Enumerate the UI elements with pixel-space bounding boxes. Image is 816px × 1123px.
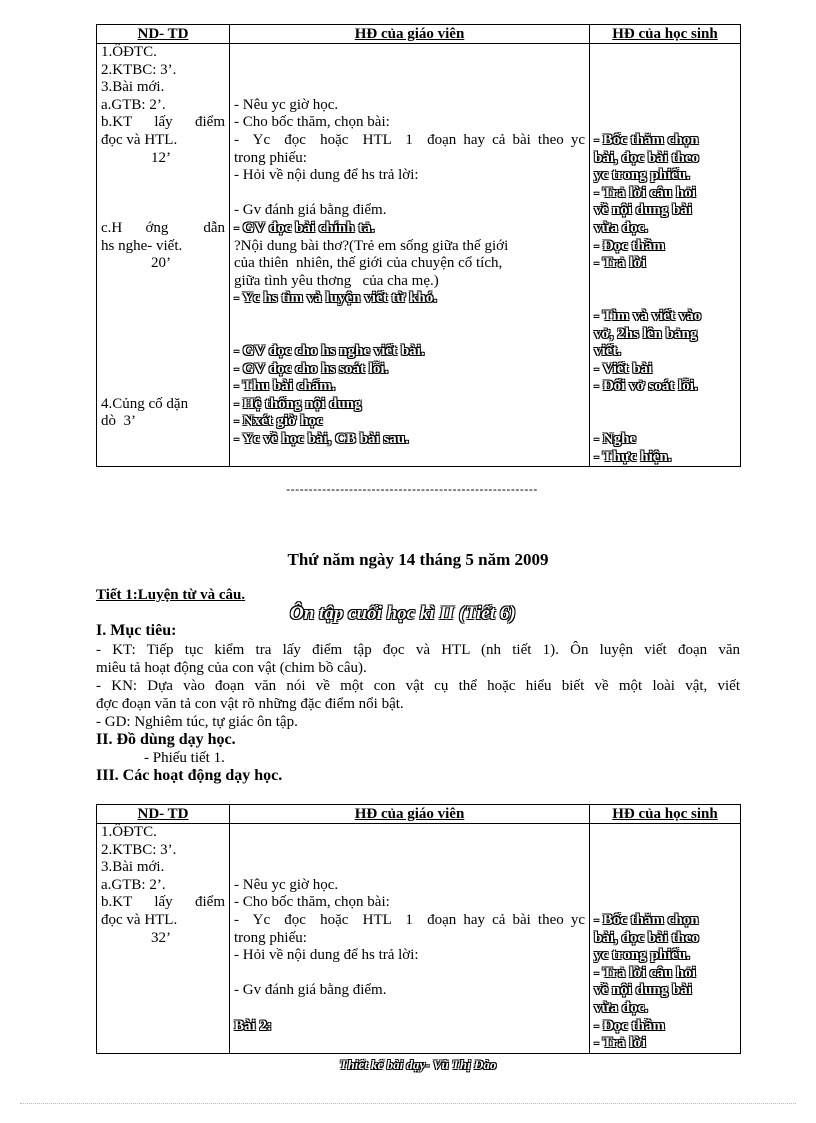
cell-line bbox=[234, 185, 585, 203]
cell-line: - Hệ thống nội dung bbox=[234, 395, 362, 412]
objective-line: - GD: Nghiêm túc, tự giác ôn tập. bbox=[96, 713, 298, 730]
cell-line: - Nêu yc giờ học. bbox=[234, 96, 339, 113]
cell-line bbox=[594, 62, 736, 80]
cell-line: 20’ bbox=[151, 255, 171, 272]
cell-line: - Cho bốc thăm, chọn bài: bbox=[234, 894, 390, 911]
cell-line: đọc và HTL. bbox=[101, 131, 178, 148]
cell-line: 1.ÔĐTC. bbox=[101, 824, 157, 840]
lesson-table-1 bbox=[96, 24, 741, 467]
cell-line: b.KT lấy điểm bbox=[101, 114, 225, 131]
cell-line bbox=[101, 982, 225, 1000]
cell-line: trong phiếu: bbox=[234, 929, 307, 946]
cell-line: - Yc hs tìm và luyện viết từ khó. bbox=[234, 290, 438, 307]
cell-line: - Trả lời câu hỏi bbox=[594, 184, 696, 201]
cell-line: trong phiếu: bbox=[234, 149, 307, 166]
cell-line bbox=[101, 343, 225, 361]
cell-line bbox=[101, 290, 225, 308]
cell-line bbox=[101, 273, 225, 291]
header-content-time: ND- TD bbox=[97, 25, 230, 44]
cell-line bbox=[234, 79, 585, 97]
cell-line: bài, đọc bài theo bbox=[594, 929, 700, 946]
cell-line: viết. bbox=[594, 343, 622, 360]
cell-line bbox=[594, 877, 736, 895]
cell-line bbox=[594, 273, 736, 291]
cell-line bbox=[234, 965, 585, 983]
lesson-label: Tiết 1:Luyện từ và câu. bbox=[96, 587, 246, 603]
cell-line: - Trả lời bbox=[594, 255, 646, 272]
section-activities-title: III. Các hoạt động dạy học. bbox=[96, 767, 283, 784]
cell-line: c.H ớng dẫn bbox=[101, 219, 225, 236]
table-header-row bbox=[97, 805, 741, 824]
cell-line bbox=[234, 824, 585, 842]
cell-line: - Trả lời bbox=[594, 1035, 646, 1052]
cell-line: - Thu bài chấm. bbox=[234, 378, 336, 395]
cell-line: - GV đọc cho hs nghe viết bài. bbox=[234, 343, 425, 360]
cell-line: 32’ bbox=[151, 929, 171, 946]
footer-credit: Thiết kế bài dạy- Vũ Thị Đào bbox=[339, 1057, 497, 1072]
cell-line: - Gv đánh giá bằng điểm. bbox=[234, 202, 387, 219]
cell-line: 2.KTBC: 3’. bbox=[101, 61, 177, 78]
cell-line: - Gv đánh giá bằng điểm. bbox=[234, 982, 387, 999]
cell-line: - Yc đọc hoặc HTL 1 đoạn hay cả bài theo yc bbox=[234, 911, 585, 928]
cell-line: 12’ bbox=[151, 149, 171, 166]
cell-line bbox=[594, 859, 736, 877]
lesson-table-2 bbox=[96, 804, 741, 1054]
content-time-cell bbox=[97, 824, 230, 1054]
cell-line bbox=[101, 308, 225, 326]
teacher-activity-cell bbox=[230, 44, 590, 467]
cell-line bbox=[234, 308, 585, 326]
cell-line bbox=[594, 79, 736, 97]
header-student-activity: HĐ của học sinh bbox=[590, 25, 741, 44]
cell-line: - Nxét giờ học bbox=[234, 413, 323, 430]
lesson-body bbox=[96, 622, 740, 786]
cell-line: - Nêu yc giờ học. bbox=[234, 876, 339, 893]
header-content-time: ND- TD bbox=[97, 805, 230, 824]
date-heading: Thứ năm ngày 14 tháng 5 năm 2009 bbox=[287, 550, 549, 569]
objective-line: miêu tả hoạt động của con vật (chim bồ câu). bbox=[96, 659, 367, 676]
cell-line bbox=[594, 894, 736, 912]
cell-line: - Cho bốc thăm, chọn bài: bbox=[234, 114, 390, 131]
cell-line: b.KT lấy điểm bbox=[101, 894, 225, 911]
cell-line bbox=[594, 290, 736, 308]
cell-line bbox=[594, 824, 736, 842]
cell-line bbox=[101, 167, 225, 185]
table-row bbox=[97, 44, 741, 467]
cell-line: a.GTB: 2’. bbox=[101, 876, 166, 893]
cell-line: - Yc đọc hoặc HTL 1 đoạn hay cả bài theo yc bbox=[234, 131, 585, 148]
cell-line bbox=[101, 185, 225, 203]
section-separator: -------------------------------------------------------- bbox=[286, 482, 538, 496]
cell-line: - Đọc thầm bbox=[594, 1017, 665, 1034]
cell-line: a.GTB: 2’. bbox=[101, 96, 166, 113]
objective-line: - KT: Tiếp tục kiểm tra lấy điểm tập đọc và HTL (nh tiết 1). Ôn luyện viết đoạn văn bbox=[96, 641, 740, 658]
cell-line: 1.ÔĐTC. bbox=[101, 44, 157, 60]
student-activity-cell bbox=[590, 44, 741, 467]
footer-divider bbox=[20, 1103, 796, 1104]
section-objectives-title: I. Mục tiêu: bbox=[96, 622, 177, 639]
cell-line bbox=[594, 114, 736, 132]
cell-line bbox=[101, 378, 225, 396]
cell-line: hs nghe- viết. bbox=[101, 237, 183, 254]
cell-line: của thiên nhiên, thế giới của chuyện cổ tích, bbox=[234, 255, 503, 272]
cell-line: vừa đọc. bbox=[594, 219, 649, 236]
cell-line: bài, đọc bài theo bbox=[594, 149, 700, 166]
cell-line: - GV đọc bài chính tả. bbox=[234, 219, 375, 236]
cell-line: - Viết bài bbox=[594, 360, 653, 377]
header-student-activity: HĐ của học sinh bbox=[590, 805, 741, 824]
objective-line: - KN: Dựa vào đoạn văn nói về một con vật cụ thể hoặc hiểu biết về một loài vật, viết bbox=[96, 677, 740, 694]
cell-line: về nội dung bài bbox=[594, 202, 692, 219]
cell-line: - Đọc thầm bbox=[594, 237, 665, 254]
cell-line bbox=[234, 326, 585, 344]
cell-line: ?Nội dung bài thơ?(Trẻ em sống giữa thế giới bbox=[234, 237, 509, 254]
header-teacher-activity: HĐ của giáo viên bbox=[230, 25, 590, 44]
cell-line bbox=[101, 326, 225, 344]
cell-line bbox=[101, 947, 225, 965]
cell-line: Bài 2: bbox=[234, 1017, 272, 1034]
section-materials-title: II. Đồ dùng dạy học. bbox=[96, 730, 236, 748]
cell-line: yc trong phiếu. bbox=[594, 947, 690, 964]
cell-line: 4.Củng cố dặn bbox=[101, 395, 189, 412]
cell-line: - Hỏi về nội dung để hs trả lời: bbox=[234, 167, 419, 184]
cell-line: vở, 2hs lên bảng bbox=[594, 325, 698, 342]
cell-line: - GV đọc cho hs soát lỗi. bbox=[234, 360, 389, 377]
cell-line bbox=[594, 396, 736, 414]
review-title: Ôn tập cuối học kì II (Tiết 6) bbox=[290, 603, 516, 624]
cell-line bbox=[234, 1035, 585, 1053]
cell-line bbox=[234, 62, 585, 80]
materials-line: - Phiếu tiết 1. bbox=[144, 750, 225, 766]
table-row bbox=[97, 824, 741, 1054]
student-activity-cell bbox=[590, 824, 741, 1054]
cell-line: - Hỏi về nội dung để hs trả lời: bbox=[234, 947, 419, 964]
cell-line: 2.KTBC: 3’. bbox=[101, 841, 177, 858]
cell-line: yc trong phiếu. bbox=[594, 167, 690, 184]
cell-line bbox=[234, 842, 585, 860]
cell-line bbox=[101, 1018, 225, 1036]
cell-line bbox=[101, 202, 225, 220]
cell-line bbox=[594, 97, 736, 115]
cell-line: vừa đọc. bbox=[594, 999, 649, 1016]
teacher-activity-cell bbox=[230, 824, 590, 1054]
cell-line: 3.Bài mới. bbox=[101, 859, 165, 876]
cell-line bbox=[594, 842, 736, 860]
cell-line: - Bốc thăm chọn bbox=[594, 911, 699, 928]
cell-line: - Nghe bbox=[594, 431, 637, 448]
header-teacher-activity: HĐ của giáo viên bbox=[230, 805, 590, 824]
cell-line: - Trả lời câu hỏi bbox=[594, 964, 696, 981]
cell-line: về nội dung bài bbox=[594, 982, 692, 999]
cell-line bbox=[594, 413, 736, 431]
cell-line bbox=[594, 44, 736, 62]
cell-line bbox=[101, 361, 225, 379]
cell-line bbox=[234, 1000, 585, 1018]
content-time-cell bbox=[97, 44, 230, 467]
cell-line: - Tìm và viết vào bbox=[594, 307, 702, 324]
cell-line: - Bốc thăm chọn bbox=[594, 131, 699, 148]
table-header-row bbox=[97, 25, 741, 44]
cell-line bbox=[234, 859, 585, 877]
cell-line bbox=[101, 1000, 225, 1018]
cell-line: đọc và HTL. bbox=[101, 911, 178, 928]
cell-line: - Đổi vở soát lỗi. bbox=[594, 378, 698, 395]
cell-line: 3.Bài mới. bbox=[101, 79, 165, 96]
cell-line: dò 3’ bbox=[101, 413, 136, 430]
cell-line: - Thực hiện. bbox=[594, 448, 672, 465]
cell-line: giữa tình yêu thơng của cha mẹ.) bbox=[234, 272, 439, 289]
objective-line: đợc đoạn văn tả con vật rõ những đặc điểm nổi bật. bbox=[96, 695, 404, 712]
cell-line bbox=[101, 965, 225, 983]
cell-line: - Yc về học bài, CB bài sau. bbox=[234, 431, 409, 448]
cell-line bbox=[234, 44, 585, 62]
